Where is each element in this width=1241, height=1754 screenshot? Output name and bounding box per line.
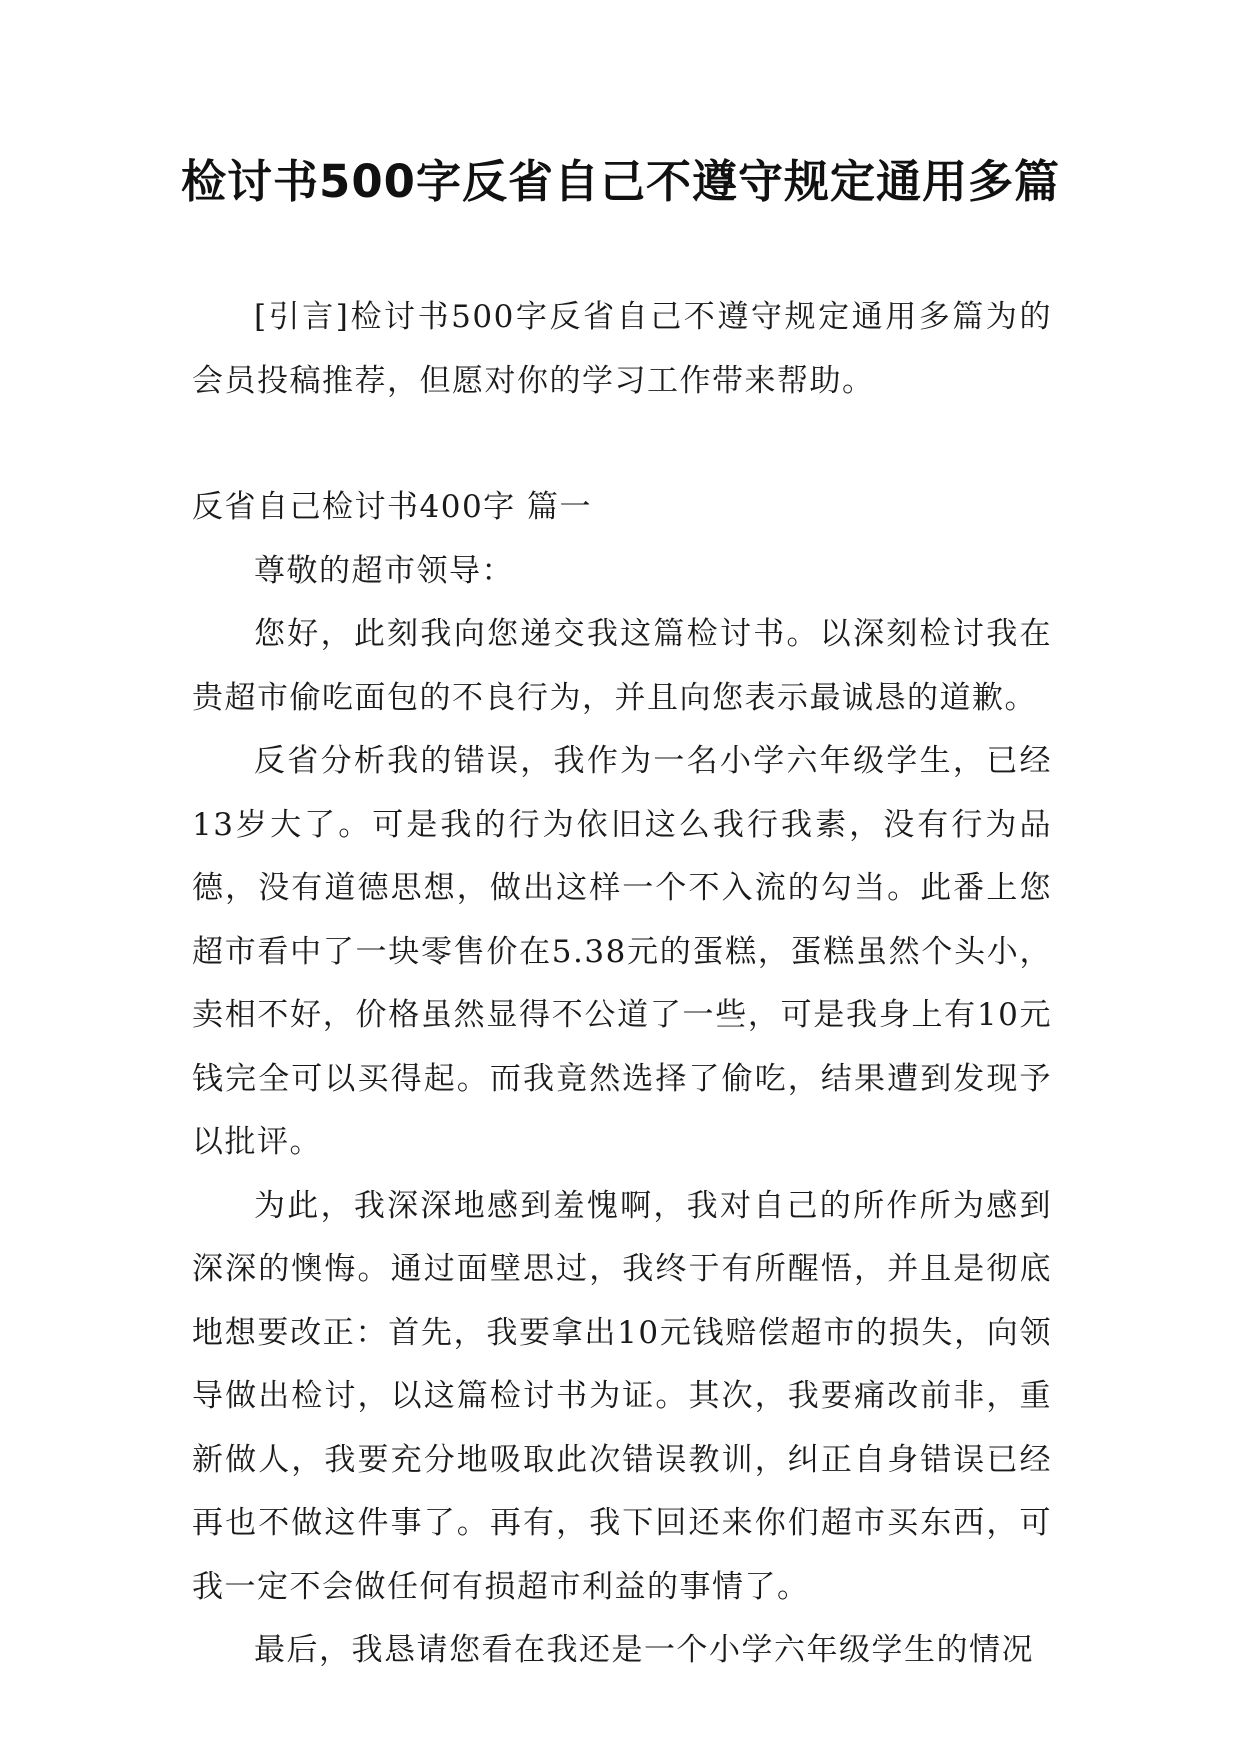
body-paragraph-4: 最后，我恳请您看在我还是一个小学六年级学生的情况 — [254, 1632, 1034, 1668]
body-paragraph-3: 为此，我深深地感到羞愧啊，我对自己的所作所为感到深深的懊悔。通过面壁思过，我终于有所醒悟，并且是彻底地想要改正：首先，我要拿出10元钱赔偿超市的损失，向领导做出检讨，以这篇检讨书为证。其次，我要痛改前非，重新做人，我要充分地吸取此次错误教训，纠正自身错误已经再也不做这件事了。再有，我下回还来你们超市买东西，可我一定不会做任何有损超市利益的事情了。 — [192, 1187, 1052, 1605]
body-paragraph-2: 反省分析我的错误，我作为一名小学六年级学生，已经13岁大了。可是我的行为依旧这么我行我素，没有行为品德，没有道德思想，做出这样一个不入流的勾当。此番上您超市看中了一块零售价在5.38元的蛋糕，蛋糕虽然个头小，卖相不好，价格虽然显得不公道了一些，可是我身上有10元钱完全可以买得起。而我竟然选择了偷吃，结果遭到发现予以批评。 — [192, 743, 1052, 1160]
body-paragraph-1: 您好，此刻我向您递交我这篇检讨书。以深刻检讨我在贵超市偷吃面包的不良行为，并且向您表示最诚恳的道歉。 — [192, 616, 1052, 716]
section-heading: 反省自己检讨书400字 篇一 — [192, 489, 593, 525]
intro-paragraph: [引言]检讨书500字反省自己不遵守规定通用多篇为的会员投稿推荐，但愿对你的学习工作带来帮助。 — [192, 299, 1052, 399]
salutation: 尊敬的超市领导： — [254, 552, 514, 589]
document-title: 检讨书500字反省自己不遵守规定通用多篇 — [181, 155, 1060, 208]
document-body — [192, 286, 1052, 1683]
